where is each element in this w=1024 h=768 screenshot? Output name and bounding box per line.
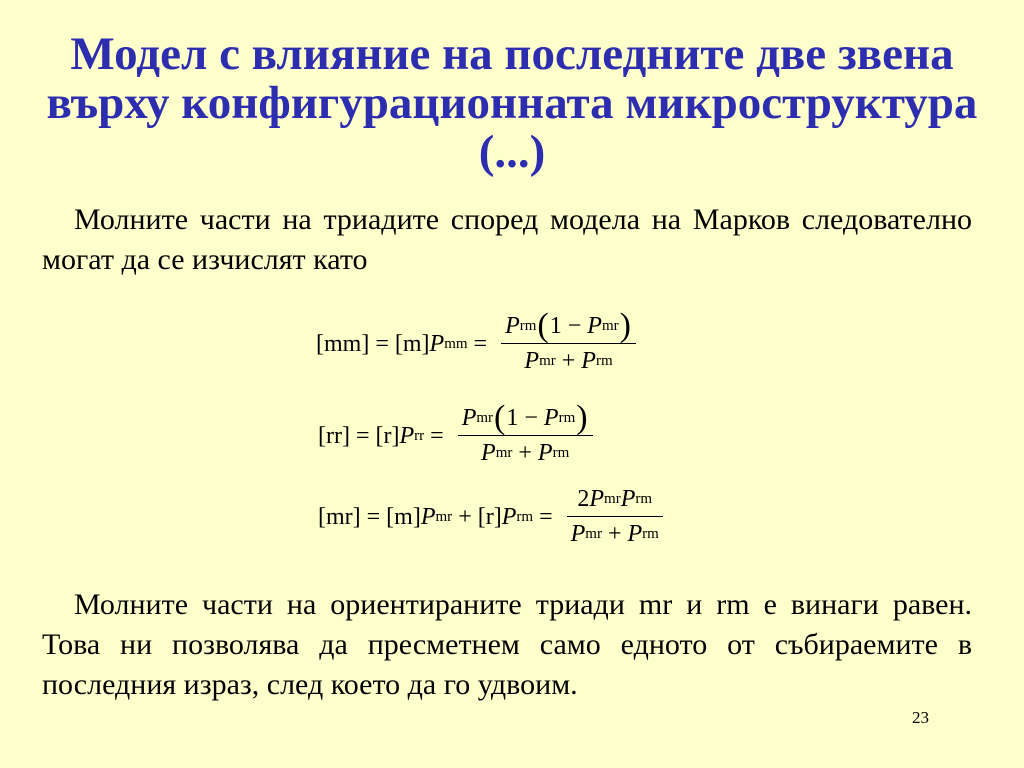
eq1-den-P2: P [581, 348, 596, 374]
eq1-open-paren: ( [537, 307, 549, 344]
eq1-sub-mm: mm [444, 335, 468, 352]
eq3-fraction-bar [567, 516, 663, 517]
eq2-den-P2: P [537, 440, 553, 466]
paragraph-intro-text: Молните части на триадите според модела на Марков следователно могат да се изчислят като [42, 203, 972, 276]
paragraph-conclusion-text: Молните части на ориентираните триади mr и rm е винаги равен. Това ни позволява да пресметнем само едното от събираемите в последния израз, след което да го удвоим. [42, 588, 972, 701]
eq2-equals: = [430, 422, 444, 449]
eq2-num-sub1: mr [476, 410, 494, 426]
eq1-num-sub2: mr [601, 318, 619, 334]
eq2-den-sub1: mr [495, 445, 513, 461]
eq3-plus-lhs: + [458, 503, 472, 530]
eq2-sub-rr: rr [414, 427, 425, 444]
eq1-one: 1 [549, 313, 562, 339]
eq3-sub-rm: rm [516, 508, 534, 525]
eq2-den-sub2: rm [552, 445, 570, 461]
eq3-num-sub2: rm [635, 491, 653, 507]
eq1-fraction [501, 307, 636, 375]
eq2-num-sub2: rm [558, 410, 576, 426]
paragraph-conclusion [42, 585, 972, 705]
eq1-denominator [520, 347, 616, 375]
eq2-close-paren: ) [576, 399, 588, 436]
eq2-open-paren: ( [494, 399, 506, 436]
eq3-lhs: [mr] = [m] [318, 503, 421, 530]
eq3-den-sub1: mr [585, 526, 602, 542]
eq1-den-sub2: rm [595, 353, 613, 369]
eq2-num-P1: P [461, 405, 477, 431]
eq2-P: P [399, 422, 415, 449]
eq3-den-P1: P [570, 521, 586, 547]
eq1-plus: + [561, 348, 576, 374]
eq1-lhs: [mm] = [m] [316, 330, 430, 357]
eq2-denominator [477, 439, 573, 467]
eq3-num-P1: P [589, 486, 605, 512]
eq1-num-P1: P [505, 313, 520, 339]
eq1-fraction-bar [501, 343, 636, 344]
equation-mr [318, 485, 663, 548]
eq2-lhs: [rr] = [r] [318, 422, 400, 449]
eq1-num-sub1: rm [519, 318, 537, 334]
eq3-sub-mr: mr [435, 508, 453, 525]
equation-rr [318, 399, 593, 467]
eq3-den-P2: P [627, 521, 643, 547]
eq1-equals: = [473, 330, 488, 357]
eq3-lhs2: [r] [477, 503, 502, 530]
eq2-fraction-bar [458, 435, 593, 436]
eq1-den-sub1: mr [539, 353, 556, 369]
eq3-den-sub2: rm [642, 526, 659, 542]
eq3-denominator [567, 520, 663, 548]
slide-number: 23 [912, 708, 929, 727]
eq2-den-P1: P [481, 440, 496, 466]
eq3-plus: + [607, 521, 622, 547]
eq3-numerator [573, 485, 656, 513]
eq3-fraction [567, 485, 663, 548]
eq3-equals: = [539, 503, 553, 530]
eq3-two: 2 [577, 486, 590, 512]
eq2-num-P2: P [543, 405, 559, 431]
equation-mm [316, 307, 636, 375]
eq3-P2: P [501, 503, 517, 530]
slide-title: Модел с влияние на последните две звена върху конфигурационната микроструктура (...) [46, 28, 978, 178]
eq2-minus: − [524, 405, 538, 431]
eq2-numerator [458, 399, 593, 436]
eq1-numerator [501, 307, 636, 344]
eq2-plus: + [518, 440, 532, 466]
eq1-den-P1: P [524, 348, 540, 374]
eq1-P: P [429, 330, 445, 357]
paragraph-intro [42, 200, 972, 280]
eq2-fraction [458, 399, 593, 467]
eq1-num-P2: P [587, 313, 602, 339]
eq3-num-P2: P [620, 486, 636, 512]
eq3-P1: P [420, 503, 436, 530]
eq1-close-paren: ) [619, 307, 631, 344]
eq3-num-sub1: mr [604, 491, 621, 507]
eq2-one: 1 [506, 405, 519, 431]
eq1-minus: − [567, 313, 582, 339]
